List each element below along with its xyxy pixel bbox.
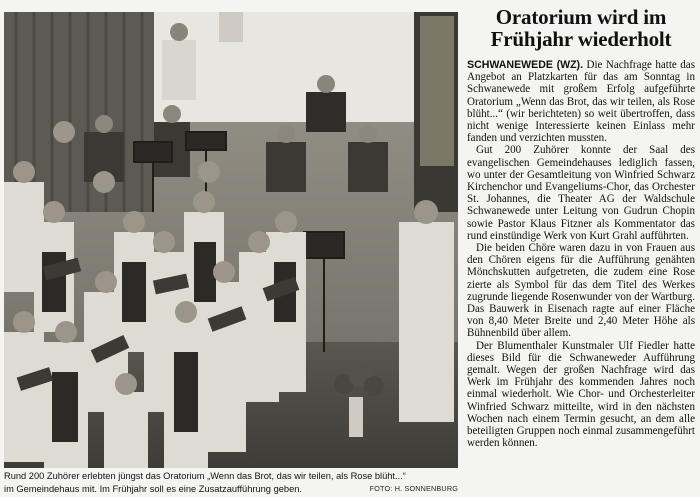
photo-credit: FOTO: H. SONNENBURG [369, 483, 458, 493]
caption-line-1: Rund 200 Zuhörer erlebten jüngst das Oratorium „Wenn das Brot, das wir teilen, als Rose blüht...“ [4, 471, 406, 481]
photo-caption [4, 470, 460, 495]
headline-line-1: Oratorium wird im [495, 5, 667, 29]
paragraph-1-text: Die Nachfrage hatte das Angebot an Platzkarten für das am Sonntag in Schwanewede mit großem Erfolg aufgeführte Oratorium „Wenn das Brot, das wir teilen, als Rose blüht...“ (wir berichteten) so weit übertroffen, dass nicht wenige Interessierte keinen Einlass mehr fanden und verzichten mussten. [467, 59, 695, 145]
article-body [467, 59, 695, 450]
article-paragraph-3: Die beiden Chöre waren dazu in von Frauen aus den Chören eigens für die Aufführung genähten Mönchskutten aufgetreten, die zudem eine Rose zierte als Symbol für das dem Titel des Werkes zugrunde liegende Rosenwunder von der Wartburg. Das Bauwerk in Eisenach ragte auf einer Fläche von 8,40 Meter Breite und 2,40 Meter Höhe als Bühnenbild über allem. [467, 242, 695, 340]
article-paragraph-4: Der Blumenthaler Kunstmaler Ulf Fiedler hatte dieses Bild für die Schwaneweder Aufführung gemalt. Wegen der großen Nachfrage wird das Werk im Frühjahr des kommenden Jahres noch einmal wiederholt. Wie Chor- und Orchesterleiter Winfried Schwarz mitteilte, wird in den nächsten Wochen nach einem Termin gesucht, an dem alle beteiligten Gruppen noch einmal zusammengeführt werden können. [467, 339, 695, 450]
headline [467, 6, 695, 50]
article [467, 6, 695, 450]
headline-line-2: Frühjahr wiederholt [490, 27, 672, 51]
article-paragraph-2: Gut 200 Zuhörer konnte der Saal des evangelischen Gemeindehauses lediglich fassen, wo unter der Gesamtleitung von Winfried Schwarz Kirchenchor und Evangeliums-Chor, das Orchester St. Johannes, die Theater AG der Waldschule Schwanewede unter Leitung von Gudrun Chopin sowie Pastor Klaus Fitzner als Kommentator das rund einstündige Werk von Kurt Grahl aufführten. [467, 144, 695, 242]
article-paragraph-1 [467, 59, 695, 144]
dateline: SCHWANEWEDE (WZ). [467, 59, 584, 71]
caption-line-2: im Gemeindehaus mit. Im Frühjahr soll es eine Zusatzaufführung geben. [4, 483, 302, 494]
concert-photo [4, 12, 458, 468]
concert-photo-illustration [4, 12, 458, 468]
